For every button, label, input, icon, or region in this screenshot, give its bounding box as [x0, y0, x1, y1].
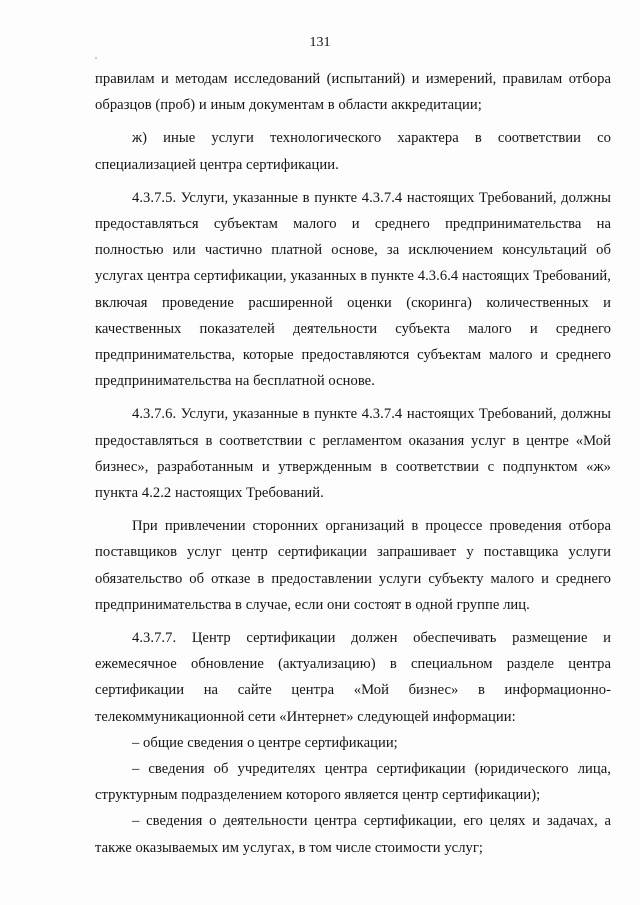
- page-number: 131: [309, 35, 331, 50]
- paragraph-item-zh: ж) иные услуги технологического характера в соответствии со специализацией центра сертификации.: [95, 130, 611, 173]
- list-item-general-info: – общие сведения о центре сертификации;: [132, 734, 398, 751]
- paragraph-continuation: правилам и методам исследований (испытаний) и измерений, правилам отбора образцов (проб) и иным документам в области аккредитации;: [95, 71, 611, 114]
- paragraph-4-3-7-7: 4.3.7.7. Центр сертификации должен обеспечивать размещение и ежемесячное обновление (актуализацию) в специальном разделе центра сертификации на сайте центра «Мой бизнес» в информационно-телекоммуникационной сети «Интернет» следующей информации:: [95, 630, 611, 725]
- document-body: [95, 66, 611, 861]
- paragraph-4-3-7-6: 4.3.7.6. Услуги, указанные в пункте 4.3.7.4 настоящих Требований, должны предоставляться в соответствии с регламентом оказания услуг в центре «Мой бизнес», разработанным и утвержденным в соответствии с подпунктом «ж» пункта 4.2.2 настоящих Требований.: [95, 406, 611, 502]
- paragraph-third-party: При привлечении сторонних организаций в процессе проведения отбора поставщиков услуг центр сертификации запрашивает у поставщика услуги обязательство об отказе в предоставлении услуги субъекту малого и среднего предпринимательства в случае, если они состоят в одной группе лиц.: [95, 518, 611, 613]
- scan-speck: [95, 57, 97, 59]
- list-item-founders: – сведения об учредителях центра сертификации (юридического лица, структурным подразделением которого является центр сертификации);: [95, 761, 611, 804]
- list-item-activities: – сведения о деятельности центра сертификации, его целях и задачах, а также оказываемых им услугах, в том числе стоимости услуг;: [95, 813, 611, 856]
- paragraph-4-3-7-5: 4.3.7.5. Услуги, указанные в пункте 4.3.7.4 настоящих Требований, должны предоставляться субъектам малого и среднего предпринимательства на полностью или частично платной основе, за исключением консультаций об услугах центра сертификации, указанных в пункте 4.3.6.4 настоящих Требований, включая проведение расширенной оценки (скоринга) количественных и качественных показателей деятельности субъекта малого и среднего предпринимательства, которые предоставляются субъектам малого и среднего предпринимательства на бесплатной основе.: [95, 189, 611, 390]
